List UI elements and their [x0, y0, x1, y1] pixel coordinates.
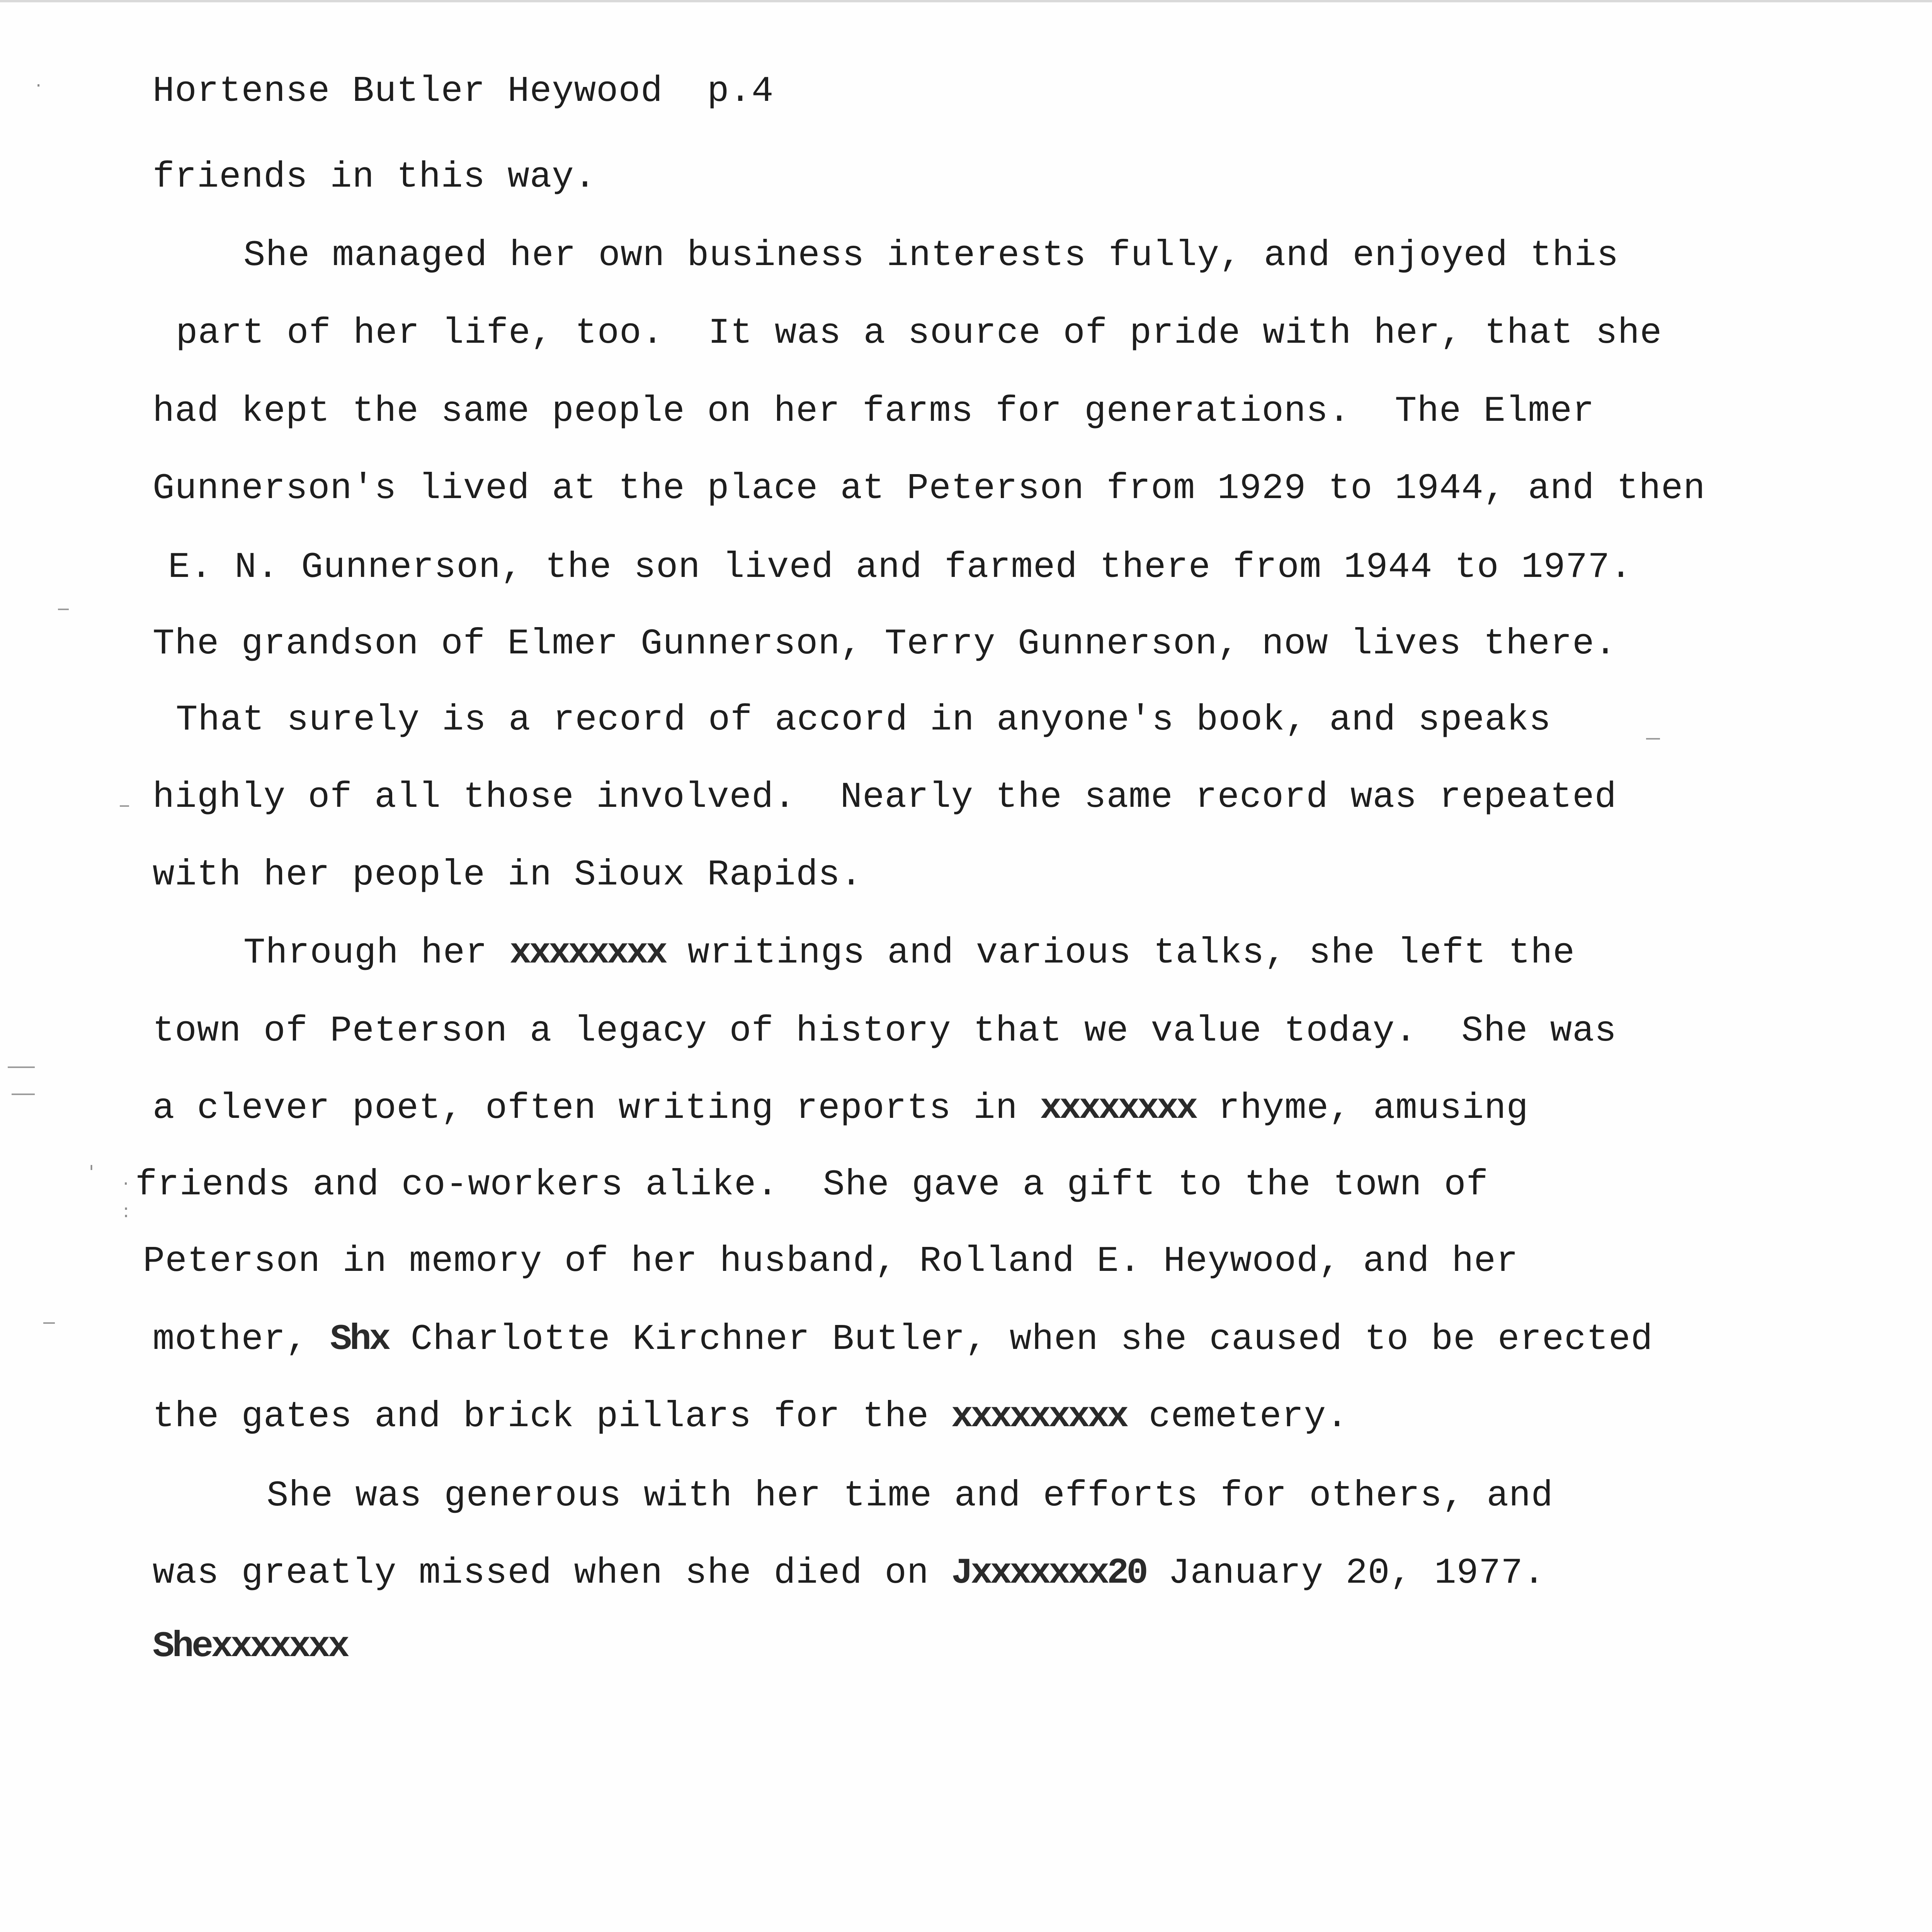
- struck-out-text: Shx: [330, 1319, 389, 1360]
- text-segment: a clever poet, often writing reports in: [153, 1088, 1040, 1129]
- text-line: [153, 1090, 1529, 1127]
- text-line: [153, 1555, 1545, 1592]
- struck-out-text: xxxxxxxx: [1040, 1088, 1196, 1129]
- scan-mark: ': [89, 1162, 94, 1183]
- scan-mark: :: [123, 1200, 129, 1222]
- struck-out-text: xxxxxxxx: [509, 933, 666, 974]
- page-header: Hortense Butler Heywood p.4: [153, 71, 774, 112]
- text-line: town of Peterson a legacy of history that we value today. She was: [153, 1011, 1617, 1052]
- text-segment: writings and various talks, she left the: [665, 933, 1575, 974]
- text-line: Peterson in memory of her husband, Rolland E. Heywood, and her: [143, 1241, 1519, 1282]
- text-line: [153, 1321, 1653, 1358]
- text-segment: January 20, 1977.: [1146, 1553, 1546, 1594]
- text-segment: cemetery.: [1126, 1396, 1349, 1437]
- text-segment: Charlotte Kirchner Butler, when she caused to be erected: [388, 1319, 1653, 1360]
- text-line: friends and co-workers alike. She gave a gift to the town of: [135, 1165, 1488, 1206]
- text-segment: was greatly missed when she died on: [153, 1553, 951, 1594]
- text-line: [153, 1396, 1349, 1437]
- text-line: E. N. Gunnerson, the son lived and farmed there from 1944 to 1977.: [168, 547, 1633, 588]
- text-line: friends in this way.: [153, 157, 597, 198]
- text-line: had kept the same people on her farms for generations. The Elmer: [153, 391, 1595, 432]
- text-line: [153, 1626, 348, 1667]
- struck-out-text: xxxxxxxxx: [951, 1396, 1127, 1437]
- text-line: Gunnerson's lived at the place at Peterson from 1929 to 1944, and then: [153, 468, 1706, 509]
- text-line: The grandson of Elmer Gunnerson, Terry Gunnerson, now lives there.: [153, 624, 1617, 665]
- text-line: highly of all those involved. Nearly the same record was repeated: [153, 777, 1617, 818]
- text-line: That surely is a record of accord in anyone's book, and speaks: [176, 700, 1551, 741]
- text-line: with her people in Sioux Rapids.: [153, 855, 863, 896]
- text-segment: rhyme, amusing: [1196, 1088, 1529, 1129]
- struck-out-text: Shexxxxxxx: [153, 1626, 348, 1667]
- scan-mark: ·: [36, 75, 42, 97]
- text-segment: the gates and brick pillars for the: [153, 1396, 951, 1437]
- struck-out-text: Jxxxxxxx20: [951, 1553, 1146, 1594]
- text-segment: Through her: [243, 933, 510, 974]
- text-line: She was generous with her time and efforts for others, and: [267, 1476, 1553, 1517]
- text-line: [243, 933, 1575, 974]
- text-line: part of her life, too. It was a source of pride with her, that she: [176, 313, 1662, 354]
- text-segment: mother,: [153, 1319, 330, 1360]
- scan-mark: ·: [123, 1173, 129, 1195]
- text-line: She managed her own business interests fully, and enjoyed this: [243, 235, 1619, 276]
